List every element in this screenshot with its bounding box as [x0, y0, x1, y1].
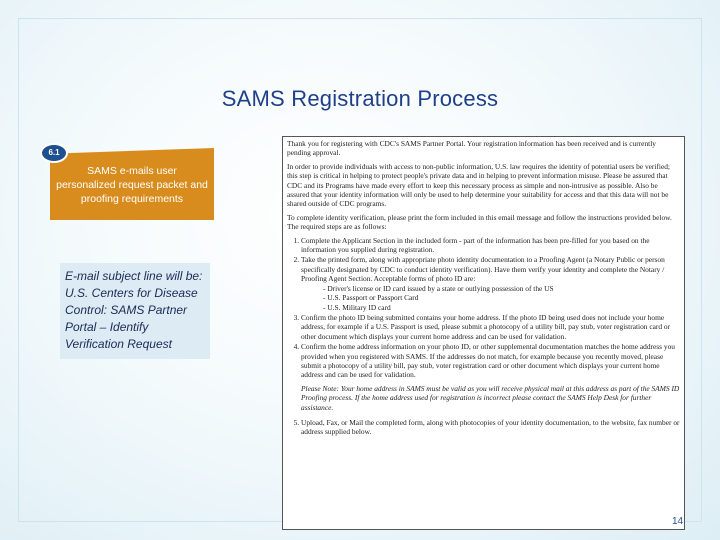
subject-note-text: E-mail subject line will be: U.S. Centers for Disease Control: SAMS Partner Portal – Identify Verification Request — [65, 269, 203, 351]
id-form-item: - Driver's license or ID card issued by a state or outlying possession of the US — [323, 284, 681, 293]
email-paragraph-law: In order to provide individuals with access to non-public information, U.S. law requires the identity of potential users be verified; this step is critical in helping to protect people's private data and in helping to prevent information misuse. Please be assured that CDC and its Programs have made every effort to keep this necessary process as simple and non-intrusive as possible. Also be assured that your identity information will only be used to help determine your suitability for access and that this data will not be shared outside of CDC programs. — [287, 161, 670, 209]
page-number: 14 — [672, 516, 684, 527]
email-step-1: 1. Complete the Applicant Section in the included form - part of the information has been pre-filled for you based on the information you supplied during registration. — [301, 236, 681, 255]
id-form-item: - U.S. Military ID card — [323, 303, 681, 312]
email-step-2-text: Take the printed form, along with appropriate photo identity documentation to a Proofing Agent (a Notary Public or person specifically designated by CDC to conduct identity verification). Have them verify your identity and complete the Notary / Proofing Agent Section. Acceptable forms of photo ID are: — [301, 255, 665, 284]
email-steps-list-continued — [287, 418, 681, 437]
email-steps-list — [287, 236, 681, 380]
email-step-4: 4. Confirm the home address information on your photo ID, or other supplemental documentation matches the home address you provided when you registered with SAMS. If the addresses do not match, for example because you recently moved, please submit a photocopy of a utility bill, pay stub, voter registration card or other document which displays your current home address and can be used for validation. — [301, 342, 681, 380]
page-title: SAMS Registration Process — [221, 86, 499, 111]
email-document — [282, 136, 685, 530]
step-badge: 6.1 — [40, 143, 68, 163]
step-callout-text: SAMS e-mails user personalized request packet and proofing requirements — [56, 165, 208, 205]
email-paragraph-intro: Thank you for registering with CDC's SAMS Partner Portal. Your registration information has been received and is currently pending approval. — [287, 139, 656, 158]
email-document-body — [287, 139, 681, 441]
email-step-5: 5. Upload, Fax, or Mail the completed form, along with photocopies of your identity documentation, to the website, fax number or address supplied below. — [301, 418, 681, 437]
email-paragraph-instructions: To complete identity verification, please print the form included in this email message and follow the instructions provided below. The required steps are as follows: — [287, 212, 672, 232]
email-step-2 — [301, 255, 681, 311]
id-forms-list — [301, 284, 681, 312]
id-form-item: - U.S. Passport or Passport Card — [323, 293, 681, 302]
email-step-3: 3. Confirm the photo ID being submitted contains your home address. If the photo ID being used does not include your home address, for example if a U.S. Passport is used, please submit a photocopy of a utility bill, pay stub, voter registration card or other document which displays your current home address and can be used for validation. — [301, 313, 681, 341]
email-note: Please Note: Your home address in SAMS must be valid as you will receive physical mail at this address as part of the SAMS ID Proofing process. If the home address used for registration is incorrect please contact the SAMS Help Desk for further assistance. — [301, 383, 680, 412]
